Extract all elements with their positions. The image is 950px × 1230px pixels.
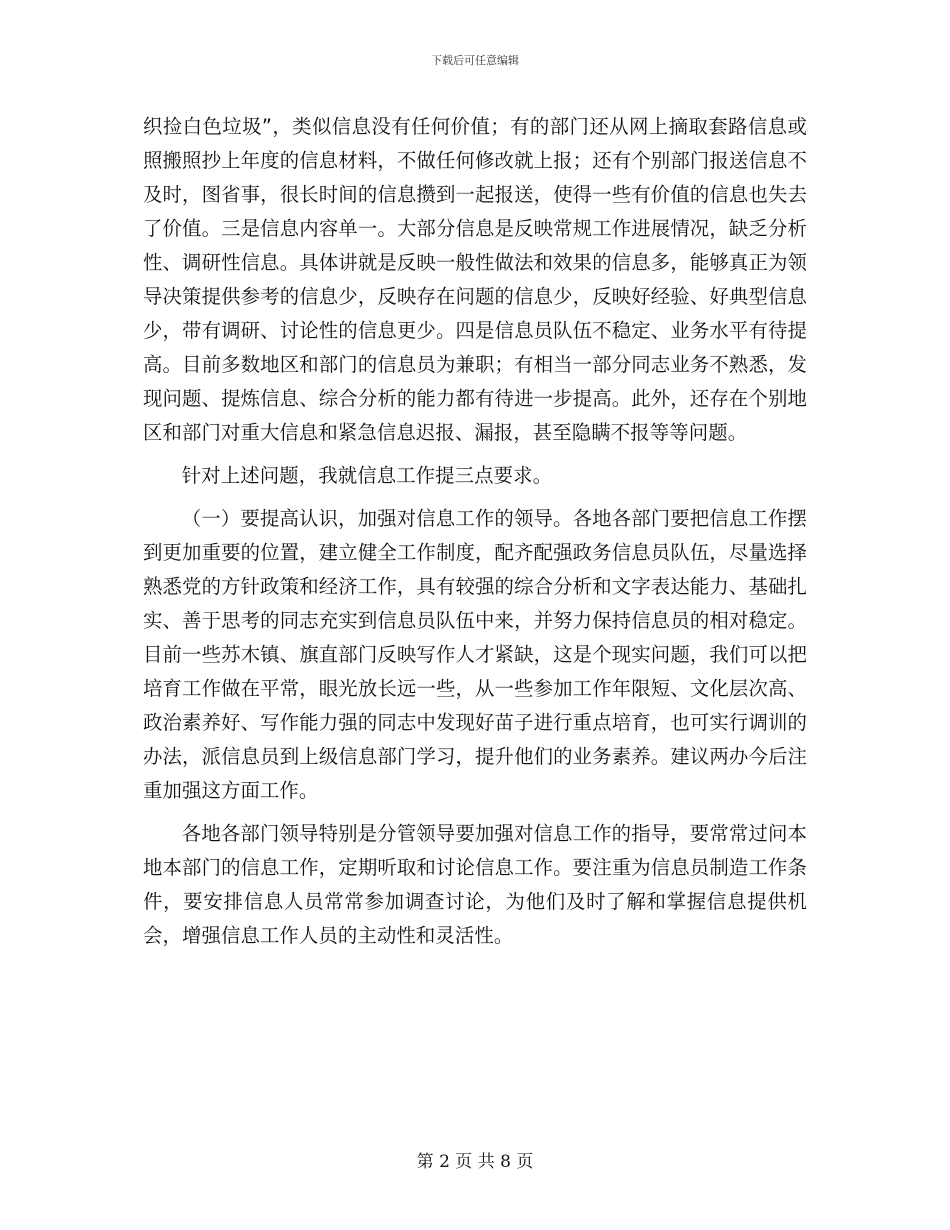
paragraph-requirements-intro: 针对上述问题，我就信息工作提三点要求。 <box>181 464 553 487</box>
paragraph-requirement-one: （一）要提高认识，加强对信息工作的领导。各地各部门要把信息工作摆到更加重要的位置，建立健全工作制度，配齐配强政务信息员队伍，尽量选择熟悉党的方针政策和经济工作，具有较强的综合分析和文字表达能力、基础扎实、善于思考的同志充实到信息员队伍中来，并努力保持信息员的相对稳定。目前一些苏木镇、旗直部门反映写作人才紧缺，这是个现实问题，我们可以把培育工作做在平常，眼光放长远一些，从一些参加工作年限短、文化层次高、政治素养好、写作能力强的同志中发现好苗子进行重点培育，也可实行调训的办法，派信息员到上级信息部门学习，提升他们的业务素养。建议两办今后注重加强这方面工作。 <box>143 507 807 802</box>
page-header: 下载后可任意编辑 <box>431 54 519 67</box>
paragraph-continued: 织捡白色垃圾”，类似信息没有任何价值；有的部门还从网上摘取套路信息或照搬照抄上年度的信息材料，不做任何修改就上报；还有个别部门报送信息不及时，图省事，很长时间的信息攒到一起报送，使得一些有价值的信息也失去了价值。三是信息内容单一。大部分信息是反映常规工作进展情况，缺乏分析性、调研性信息。具体讲就是反映一般性做法和效果的信息多，能够真正为领导决策提供参考的信息少，反映存在问题的信息少，反映好经验、好典型信息少，带有调研、讨论性的信息更少。四是信息员队伍不稳定、业务水平有待提高。目前多数地区和部门的信息员为兼职；有相当一部分同志业务不熟悉，发现问题、提炼信息、综合分析的能力都有待进一步提高。此外，还存在个别地区和部门对重大信息和紧急信息迟报、漏报，甚至隐瞒不报等等问题。 <box>143 115 807 444</box>
paragraph-leadership-guidance: 各地各部门领导特别是分管领导要加强对信息工作的指导，要常常过问本地本部门的信息工作，定期听取和讨论信息工作。要注重为信息员制造工作条件，要安排信息人员常常参加调查讨论，为他们及时了解和掌握信息提供机会，增强信息工作人员的主动性和灵活性。 <box>143 822 807 947</box>
document-body <box>143 110 807 953</box>
page-number: 第 2 页 共 8 页 <box>416 1152 534 1172</box>
